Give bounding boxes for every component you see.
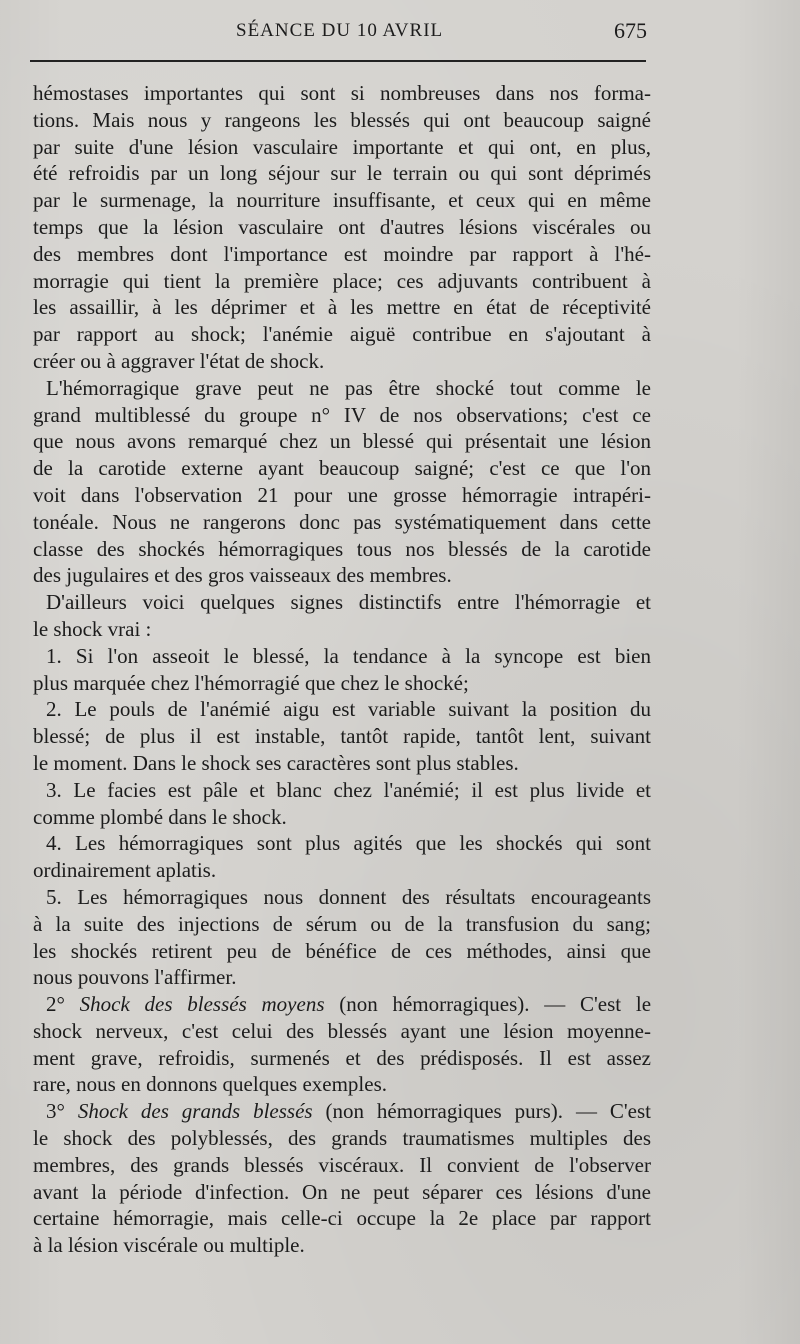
text-line: tions. Mais nous y rangeons les blessés qui ont beaucoup saigné — [33, 107, 651, 132]
text-line: de la carotide externe ayant beaucoup saigné; c'est ce que l'on — [33, 456, 651, 481]
running-head — [0, 16, 800, 46]
text-line: à la lésion viscérale ou multiple. — [33, 1233, 305, 1258]
list-item-line: 5. Les hémorragiques nous donnent des résultats encourageants — [46, 884, 651, 909]
text-line: D'ailleurs voici quelques signes distinctifs entre l'hémorragie et — [46, 590, 651, 615]
section-heading: Shock des blessés moyens — [79, 992, 325, 1017]
section-number: 3° — [46, 1099, 65, 1124]
text-line: avant la période d'infection. On ne peut séparer ces lésions d'une — [33, 1179, 651, 1204]
section-heading-rest: (non hémorragiques purs). — C'est — [325, 1099, 651, 1124]
text-line: par le surmenage, la nourriture insuffisante, et ceux qui en même — [33, 188, 651, 213]
running-title: SÉANCE DU 10 AVRIL — [236, 20, 444, 41]
list-item-line: ordinairement aplatis. — [33, 858, 217, 883]
list-item-line: les shockés retirent peu de bénéfice de ces méthodes, ainsi que — [33, 938, 651, 963]
text-line: membres, des grands blessés viscéraux. Il convient de l'observer — [33, 1152, 651, 1177]
section-number: 2° — [46, 992, 65, 1017]
text-line: tonéale. Nous ne rangerons donc pas systématiquement dans cette — [33, 509, 651, 534]
list-item-line: 4. Les hémorragiques sont plus agités que les shockés qui sont — [46, 831, 651, 856]
list-item-line: 2. Le pouls de l'anémié aigu est variable suivant la position du — [46, 697, 651, 722]
header-rule — [30, 60, 646, 62]
text-line: certaine hémorragie, mais celle-ci occupe la 2e place par rapport — [33, 1206, 651, 1231]
page-number: 675 — [614, 18, 647, 43]
text-line: que nous avons remarqué chez un blessé qui présentait une lésion — [33, 429, 651, 454]
text-line: classe des shockés hémorragiques tous nos blessés de la carotide — [33, 536, 651, 561]
text-line: grand multiblessé du groupe n° IV de nos observations; c'est ce — [33, 402, 651, 427]
text-line: ment grave, refroidis, surmenés et des prédisposés. Il est assez — [33, 1045, 651, 1070]
section-heading-line — [33, 1098, 651, 1125]
section-heading-rest: (non hémorragiques). — C'est le — [339, 992, 651, 1017]
text-line: rare, nous en donnons quelques exemples. — [33, 1072, 387, 1097]
section-heading-line — [33, 991, 651, 1018]
text-line: le shock des polyblessés, des grands traumatismes multiples des — [33, 1126, 651, 1151]
body-text — [33, 80, 651, 1259]
text-line: par rapport au shock; l'anémie aiguë contribue en s'ajoutant à — [33, 322, 651, 347]
list-item-line: nous pouvons l'affirmer. — [33, 965, 237, 990]
text-line: temps que la lésion vasculaire ont d'autres lésions viscérales ou — [33, 214, 651, 239]
text-line: été refroidis par un long séjour sur le terrain ou qui sont déprimés — [33, 161, 651, 186]
text-line: voit dans l'observation 21 pour une grosse hémorragie intrapéri- — [33, 482, 651, 507]
text-line: morragie qui tient la première place; ces adjuvants contribuent à — [33, 268, 651, 293]
text-line: des membres dont l'importance est moindre par rapport à l'hé- — [33, 241, 651, 266]
text-line: des jugulaires et des gros vaisseaux des membres. — [33, 563, 452, 588]
text-line: par suite d'une lésion vasculaire importante et qui ont, en plus, — [33, 134, 651, 159]
list-item-line: comme plombé dans le shock. — [33, 804, 287, 829]
list-item-line: 1. Si l'on asseoit le blessé, la tendance à la syncope est bien — [46, 643, 651, 668]
text-line: hémostases importantes qui sont si nombreuses dans nos forma- — [33, 81, 651, 105]
text-line: créer ou à aggraver l'état de shock. — [33, 348, 325, 373]
text-line: shock nerveux, c'est celui des blessés ayant une lésion moyenne- — [33, 1018, 651, 1043]
list-item-line: à la suite des injections de sérum ou de la transfusion du sang; — [33, 911, 651, 936]
section-heading: Shock des grands blessés — [77, 1099, 313, 1124]
text-line: le shock vrai : — [33, 616, 152, 641]
text-line: les assaillir, à les déprimer et à les mettre en état de réceptivité — [33, 295, 651, 320]
list-item-line: le moment. Dans le shock ses caractères sont plus stables. — [33, 750, 519, 775]
list-item-line: 3. Le facies est pâle et blanc chez l'anémié; il est plus livide et — [46, 777, 651, 802]
list-item-line: blessé; de plus il est instable, tantôt rapide, tantôt lent, suivant — [33, 724, 651, 749]
text-line: L'hémorragique grave peut ne pas être shocké tout comme le — [46, 375, 651, 400]
list-item-line: plus marquée chez l'hémorragié que chez le shocké; — [33, 670, 469, 695]
